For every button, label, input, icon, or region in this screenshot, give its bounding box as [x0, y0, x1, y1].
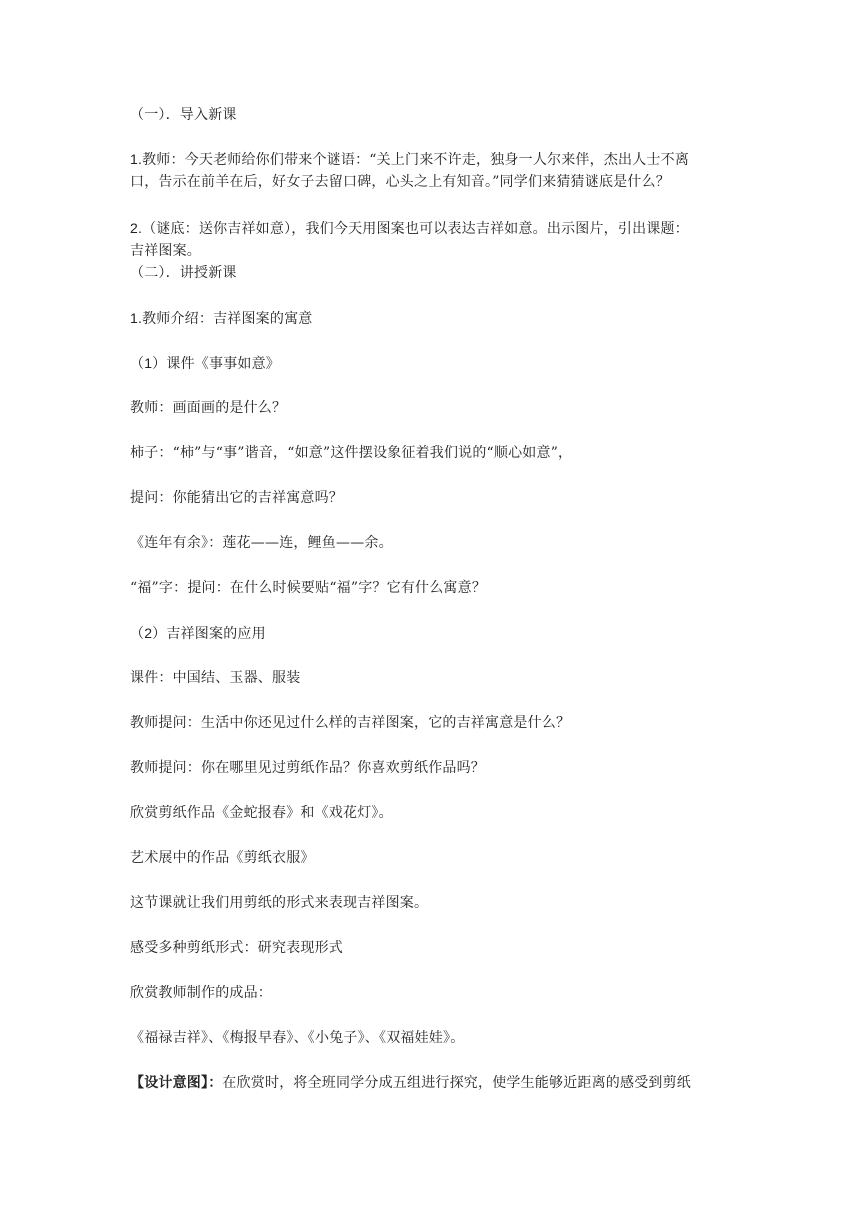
paragraph-teacher-intro	[130, 307, 740, 330]
paragraph-fu-character	[130, 577, 740, 599]
paragraph-answer-line-2	[130, 240, 740, 262]
section-heading-new-lesson	[130, 262, 740, 284]
paragraph-text: 《福禄吉祥》、《梅报早春》、《小兔子》、《双福娃娃》。	[130, 1030, 465, 1046]
paragraph-text: “福”字：提问：在什么时候要贴“福”字？它有什么寓意？	[130, 580, 487, 596]
paragraph-text: 欣赏剪纸作品《金蛇报春》和《戏花灯》。	[130, 805, 393, 821]
paragraph-forms	[130, 937, 740, 959]
paragraph-teacher-works	[130, 982, 740, 1004]
paragraph-text: 吉祥图案的应用	[166, 626, 266, 642]
paragraph-text: 柿子：“柿”与“事”谐音，“如意”这件摆设象征着我们说的“顺心如意”，	[130, 445, 573, 461]
paragraph-courseware-1	[130, 352, 740, 375]
paragraph-text: 提问：你能猜出它的吉祥寓意吗？	[130, 490, 343, 506]
paragraph-number: （2）	[130, 625, 167, 641]
paragraph-question-meaning	[130, 487, 740, 509]
paragraph-persimmon	[130, 442, 740, 464]
paragraph-appreciate-works	[130, 802, 740, 824]
paragraph-number: （1）	[130, 355, 167, 371]
paragraph-text: 艺术展中的作品《剪纸衣服》	[130, 850, 315, 866]
paragraph-courseware-items	[130, 667, 740, 689]
paragraph-text: 《连年有余》：莲花——连，鲤鱼——余。	[130, 535, 393, 551]
paragraph-lotus-fish	[130, 532, 740, 554]
paragraph-application	[130, 622, 740, 645]
paragraph-riddle-line-2	[130, 171, 740, 193]
section-heading-intro	[130, 104, 740, 126]
paragraph-works-list	[130, 1027, 740, 1049]
paragraph-question-papercut	[130, 757, 740, 779]
paragraph-answer-line-1	[130, 217, 740, 240]
paragraph-text: （谜底：送你吉祥如意），我们今天用图案也可以表达吉祥如意。出示图片，引出课题：	[142, 221, 689, 237]
paragraph-text: 吉祥图案。	[130, 243, 201, 259]
paragraph-text: 教师介绍：吉祥图案的寓意	[142, 311, 313, 327]
paragraph-text: 教师：画面画的是什么？	[130, 400, 287, 416]
paragraph-text: 教师：今天老师给你们带来个谜语：“关上门来不许走，独身一人尔来伴，杰出人士不离	[142, 152, 690, 168]
paragraph-text: 口，告示在前羊在后，好女子去留口碑，心头之上有知音。”同学们来猜猜谜底是什么？	[130, 174, 670, 190]
paragraph-text: 课件《事事如意》	[166, 356, 280, 372]
paragraph-riddle-line-1	[130, 148, 740, 171]
section-heading-text: （二）．讲授新课	[130, 265, 237, 281]
paragraph-text: 感受多种剪纸形式：研究表现形式	[130, 940, 343, 956]
paragraph-question-life	[130, 712, 740, 734]
paragraph-lesson-goal	[130, 892, 740, 914]
design-intent-label: 【设计意图】：	[130, 1075, 223, 1091]
section-heading-text: （一）．导入新课	[130, 107, 237, 123]
paragraph-number: 1.	[130, 151, 143, 167]
paragraph-number: 2.	[130, 220, 143, 236]
paragraph-number: 1.	[130, 310, 143, 326]
paragraph-text: 教师提问：你在哪里见过剪纸作品？你喜欢剪纸作品吗？	[130, 760, 485, 776]
paragraph-text: 课件：中国结、玉器、服装	[130, 670, 301, 686]
paragraph-text: 教师提问：生活中你还见过什么样的吉祥图案，它的吉祥寓意是什么？	[130, 715, 571, 731]
paragraph-question-picture	[130, 397, 740, 419]
paragraph-text: 这节课就让我们用剪纸的形式来表现吉祥图案。	[130, 895, 429, 911]
paragraph-exhibition	[130, 847, 740, 869]
paragraph-design-intent	[130, 1072, 740, 1094]
paragraph-text: 在欣赏时，将全班同学分成五组进行探究，使学生能够近距离的感受到剪纸	[222, 1075, 692, 1091]
paragraph-text: 欣赏教师制作的成品：	[130, 985, 272, 1001]
